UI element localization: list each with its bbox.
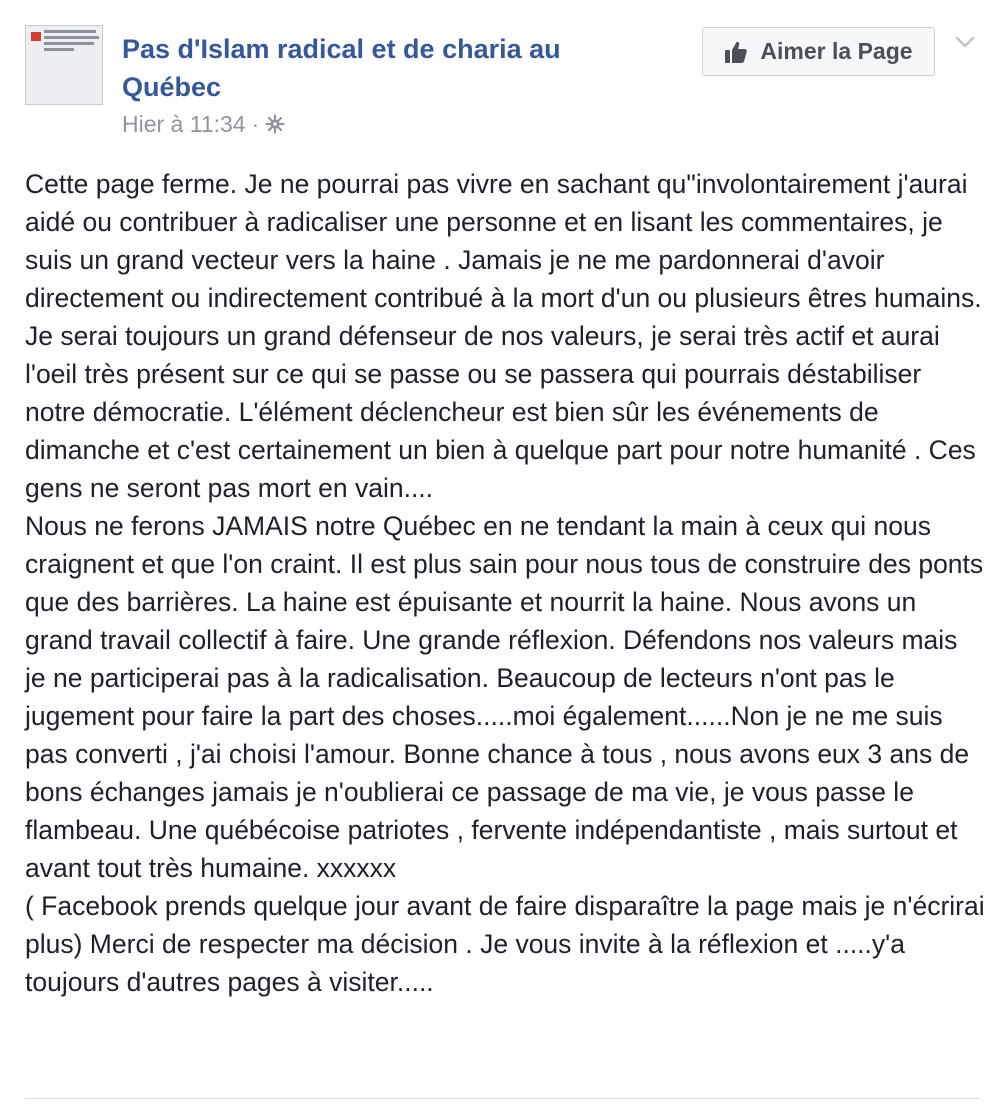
public-globe-icon[interactable] [265, 114, 285, 134]
like-page-button[interactable] [702, 27, 935, 76]
avatar-flag-mark [31, 32, 41, 41]
chevron-down-icon[interactable] [953, 31, 977, 53]
thumbs-up-icon [724, 40, 748, 64]
meta-separator: · [251, 110, 260, 137]
post-timestamp[interactable]: Hier à 11:34 [122, 110, 246, 137]
page-avatar[interactable] [25, 25, 103, 105]
page-name-link[interactable]: Pas d'Islam radical et de charia au Québec [122, 34, 561, 102]
post-header [25, 25, 980, 140]
post-body-text: Cette page ferme. Je ne pourrai pas vivre en sachant qu"involontairement j'aurai aidé ou contribuer à radicaliser une personne et en lisant les commentaires, je suis un grand vecteur vers la haine . Jamais je ne me pardonnerai d'avoir directement ou indirectement contribué à la mort d'un ou plusieurs êtres humains. Je serai toujours un grand défenseur de nos valeurs, je serai très actif et aurai l'oeil très présent sur ce qui se passe ou se passera qui pourrais déstabiliser notre démocratie. L'élément déclencheur est bien sûr les événements de dimanche et c'est certainement un bien à quelque part pour notre humanité . Ces gens ne seront pas mort en vain.... Nous ne ferons JAMAIS notre Québec en ne tendant la main à ceux qui nous craignent et que l'on craint. Il est plus sain pour nous tous de construire des ponts que des barrières. La haine est épuisante et nourrit la haine. Nous avons un grand travail collectif à faire. Une grande réflexion. Défendons nos valeurs mais je ne participerai pas à la radicalisation. Beaucoup de lecteurs n'ont pas le jugement pour faire la part des choses.....moi également......Non je ne me suis pas converti , j'ai choisi l'amour. Bonne chance à tous , nous avons eux 3 ans de bons échanges jamais je n'oublierai ce passage de ma vie, je vous passe le flambeau. Une québécoise patriotes , fervente indépendantiste , mais surtout et avant tout très humaine. xxxxxx ( Facebook prends quelque jour avant de faire disparaître la page mais je n'écrirai plus) Merci de respecter ma décision . Je vous invite à la réflexion et .....y'a toujours d'autres pages à visiter..... [25, 169, 985, 997]
avatar-tiny-text [44, 30, 99, 54]
like-page-label: Aimer la Page [760, 38, 913, 64]
post-meta [122, 109, 285, 139]
post-footer-divider [25, 1098, 980, 1099]
